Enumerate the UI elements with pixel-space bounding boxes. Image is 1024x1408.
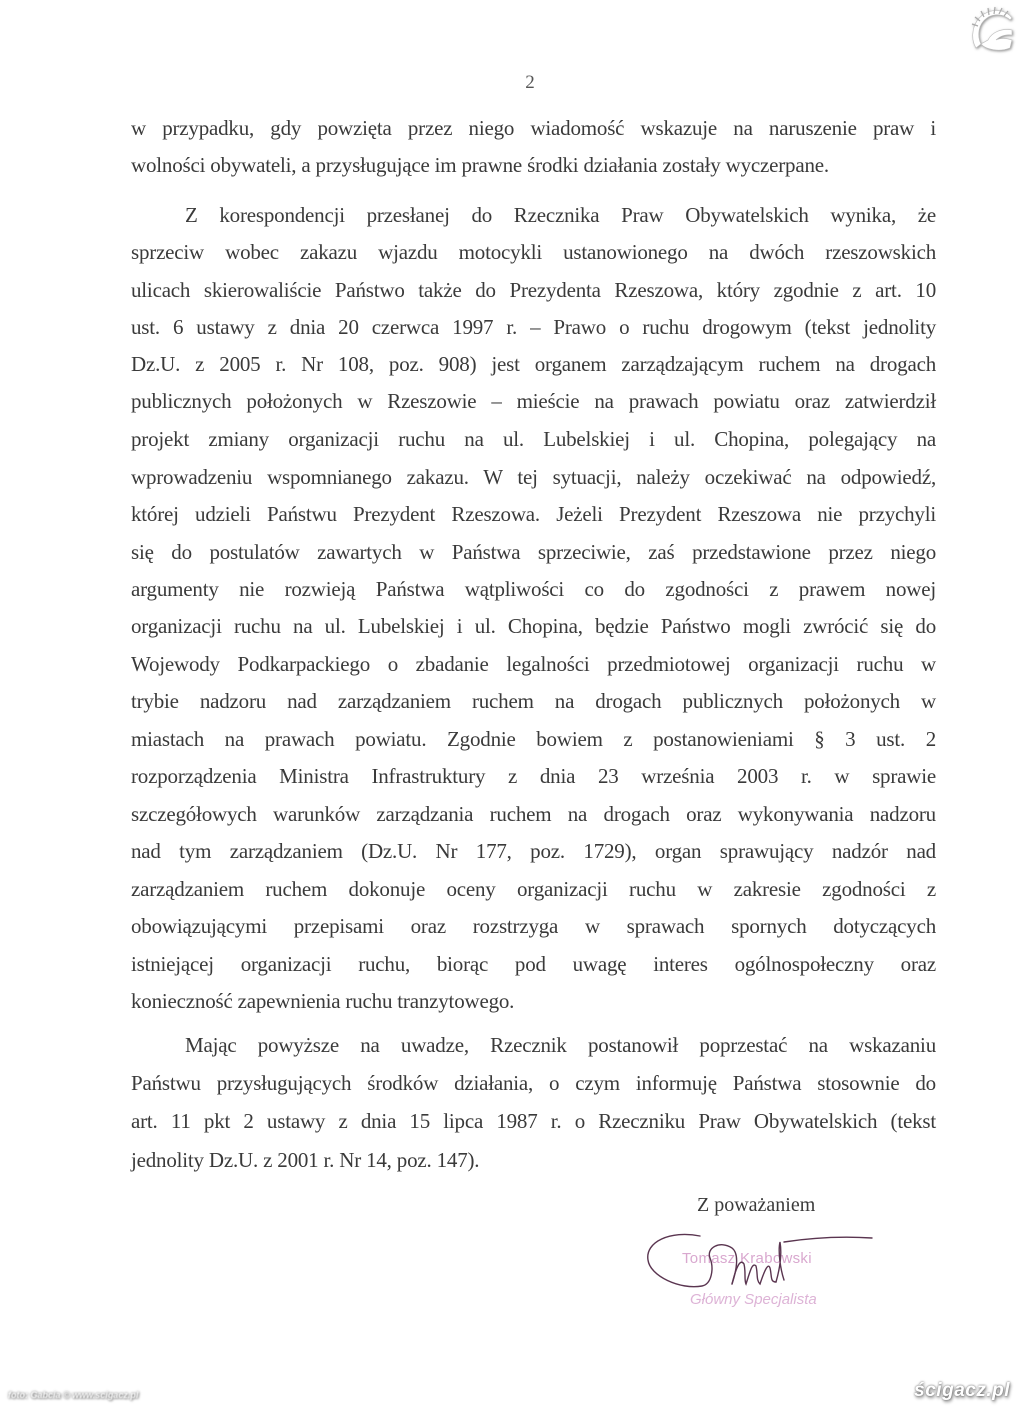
body-line: Wojewody Podkarpackiego o zbadanie legalności przedmiotowej organizacji ruchu w — [131, 652, 936, 676]
body-line: w przypadku, gdy powzięta przez niego wiadomość wskazuje na naruszenie praw i — [131, 116, 936, 140]
body-line: publicznych położonych w Rzeszowie – mieście na prawach powiatu oraz zatwierdził — [131, 389, 936, 413]
body-line: zarządzaniem ruchem dokonuje oceny organizacji ruchu w zakresie zgodności z — [131, 877, 936, 901]
body-line: miastach na prawach powiatu. Zgodnie bowiem z postanowieniami § 3 ust. 2 — [131, 727, 936, 751]
site-logo-watermark: ścigacz.pl — [914, 1380, 1010, 1401]
body-line: istniejącej organizacji ruchu, biorąc pod uwagę interes ogólnospołeczny oraz — [131, 952, 936, 976]
body-line: art. 11 pkt 2 ustawy z dnia 15 lipca 1987 r. o Rzeczniku Praw Obywatelskich (tekst — [131, 1109, 936, 1133]
body-line: sprzeciw wobec zakazu wjazdu motocykli ustanowionego na dwóch rzeszowskich — [131, 240, 936, 264]
body-line: szczegółowych warunków zarządzania ruchem na drogach oraz wykonywania nadzoru — [131, 802, 936, 826]
body-line: argumenty nie rozwieją Państwa wątpliwości co do zgodności z prawem nowej — [131, 577, 936, 601]
body-line: ulicach skierowaliście Państwo także do Prezydenta Rzeszowa, który zgodnie z art. 10 — [131, 278, 936, 302]
body-line: wprowadzeniu wspomnianego zakazu. W tej sytuacji, należy oczekiwać na odpowiedź, — [131, 465, 936, 489]
body-line: ust. 6 ustawy z dnia 20 czerwca 1997 r. – Prawo o ruchu drogowym (tekst jednolity — [131, 315, 936, 339]
body-line: rozporządzenia Ministra Infrastruktury z dnia 23 września 2003 r. w sprawie — [131, 764, 936, 788]
body-line: nad tym zarządzaniem (Dz.U. Nr 177, poz. 1729), organ sprawujący nadzór nad — [131, 839, 936, 863]
stamp-title: Główny Specjalista — [690, 1291, 817, 1308]
body-line: projekt zmiany organizacji ruchu na ul. Lubelskiej i ul. Chopina, polegający na — [131, 427, 936, 451]
stamp-name: Tomasz Krabowski — [682, 1250, 812, 1267]
body-line: trybie nadzoru nad zarządzaniem ruchem na drogach publicznych położonych w — [131, 689, 936, 713]
body-line: Z korespondencji przesłanej do Rzecznika Praw Obywatelskich wynika, że — [185, 203, 936, 227]
body-line: jednolity Dz.U. z 2001 r. Nr 14, poz. 147). — [131, 1148, 480, 1172]
body-line: wolności obywateli, a przysługujące im prawne środki działania zostały wyczerpane. — [131, 153, 829, 177]
closing-salutation: Z poważaniem — [697, 1194, 816, 1216]
body-line: obowiązującymi przepisami oraz rozstrzyga w sprawach spornych dotyczących — [131, 914, 936, 938]
body-line: się do postulatów zawartych w Państwa sprzeciwie, zaś przedstawione przez niego — [131, 540, 936, 564]
body-line: organizacji ruchu na ul. Lubelskiej i ul. Chopina, będzie Państwo mogli zwrócić się do — [131, 614, 936, 638]
body-line: Mając powyższe na uwadze, Rzecznik postanowił poprzestać na wskazaniu — [185, 1033, 936, 1057]
helmet-logo-icon — [966, 4, 1018, 56]
page-number: 2 — [525, 72, 535, 93]
body-line: Dz.U. z 2005 r. Nr 108, poz. 908) jest organem zarządzającym ruchem na drogach — [131, 352, 936, 376]
body-line: której udzieli Państwu Prezydent Rzeszowa. Jeżeli Prezydent Rzeszowa nie przychyli — [131, 502, 936, 526]
handwritten-signature — [640, 1228, 880, 1308]
body-line: Państwu przysługujących środków działania, o czym informuję Państwa stosownie do — [131, 1071, 936, 1095]
photo-credit-watermark: foto: Gabcia © www.scigacz.pl — [8, 1390, 139, 1400]
body-line: konieczność zapewnienia ruchu tranzytowego. — [131, 989, 515, 1013]
